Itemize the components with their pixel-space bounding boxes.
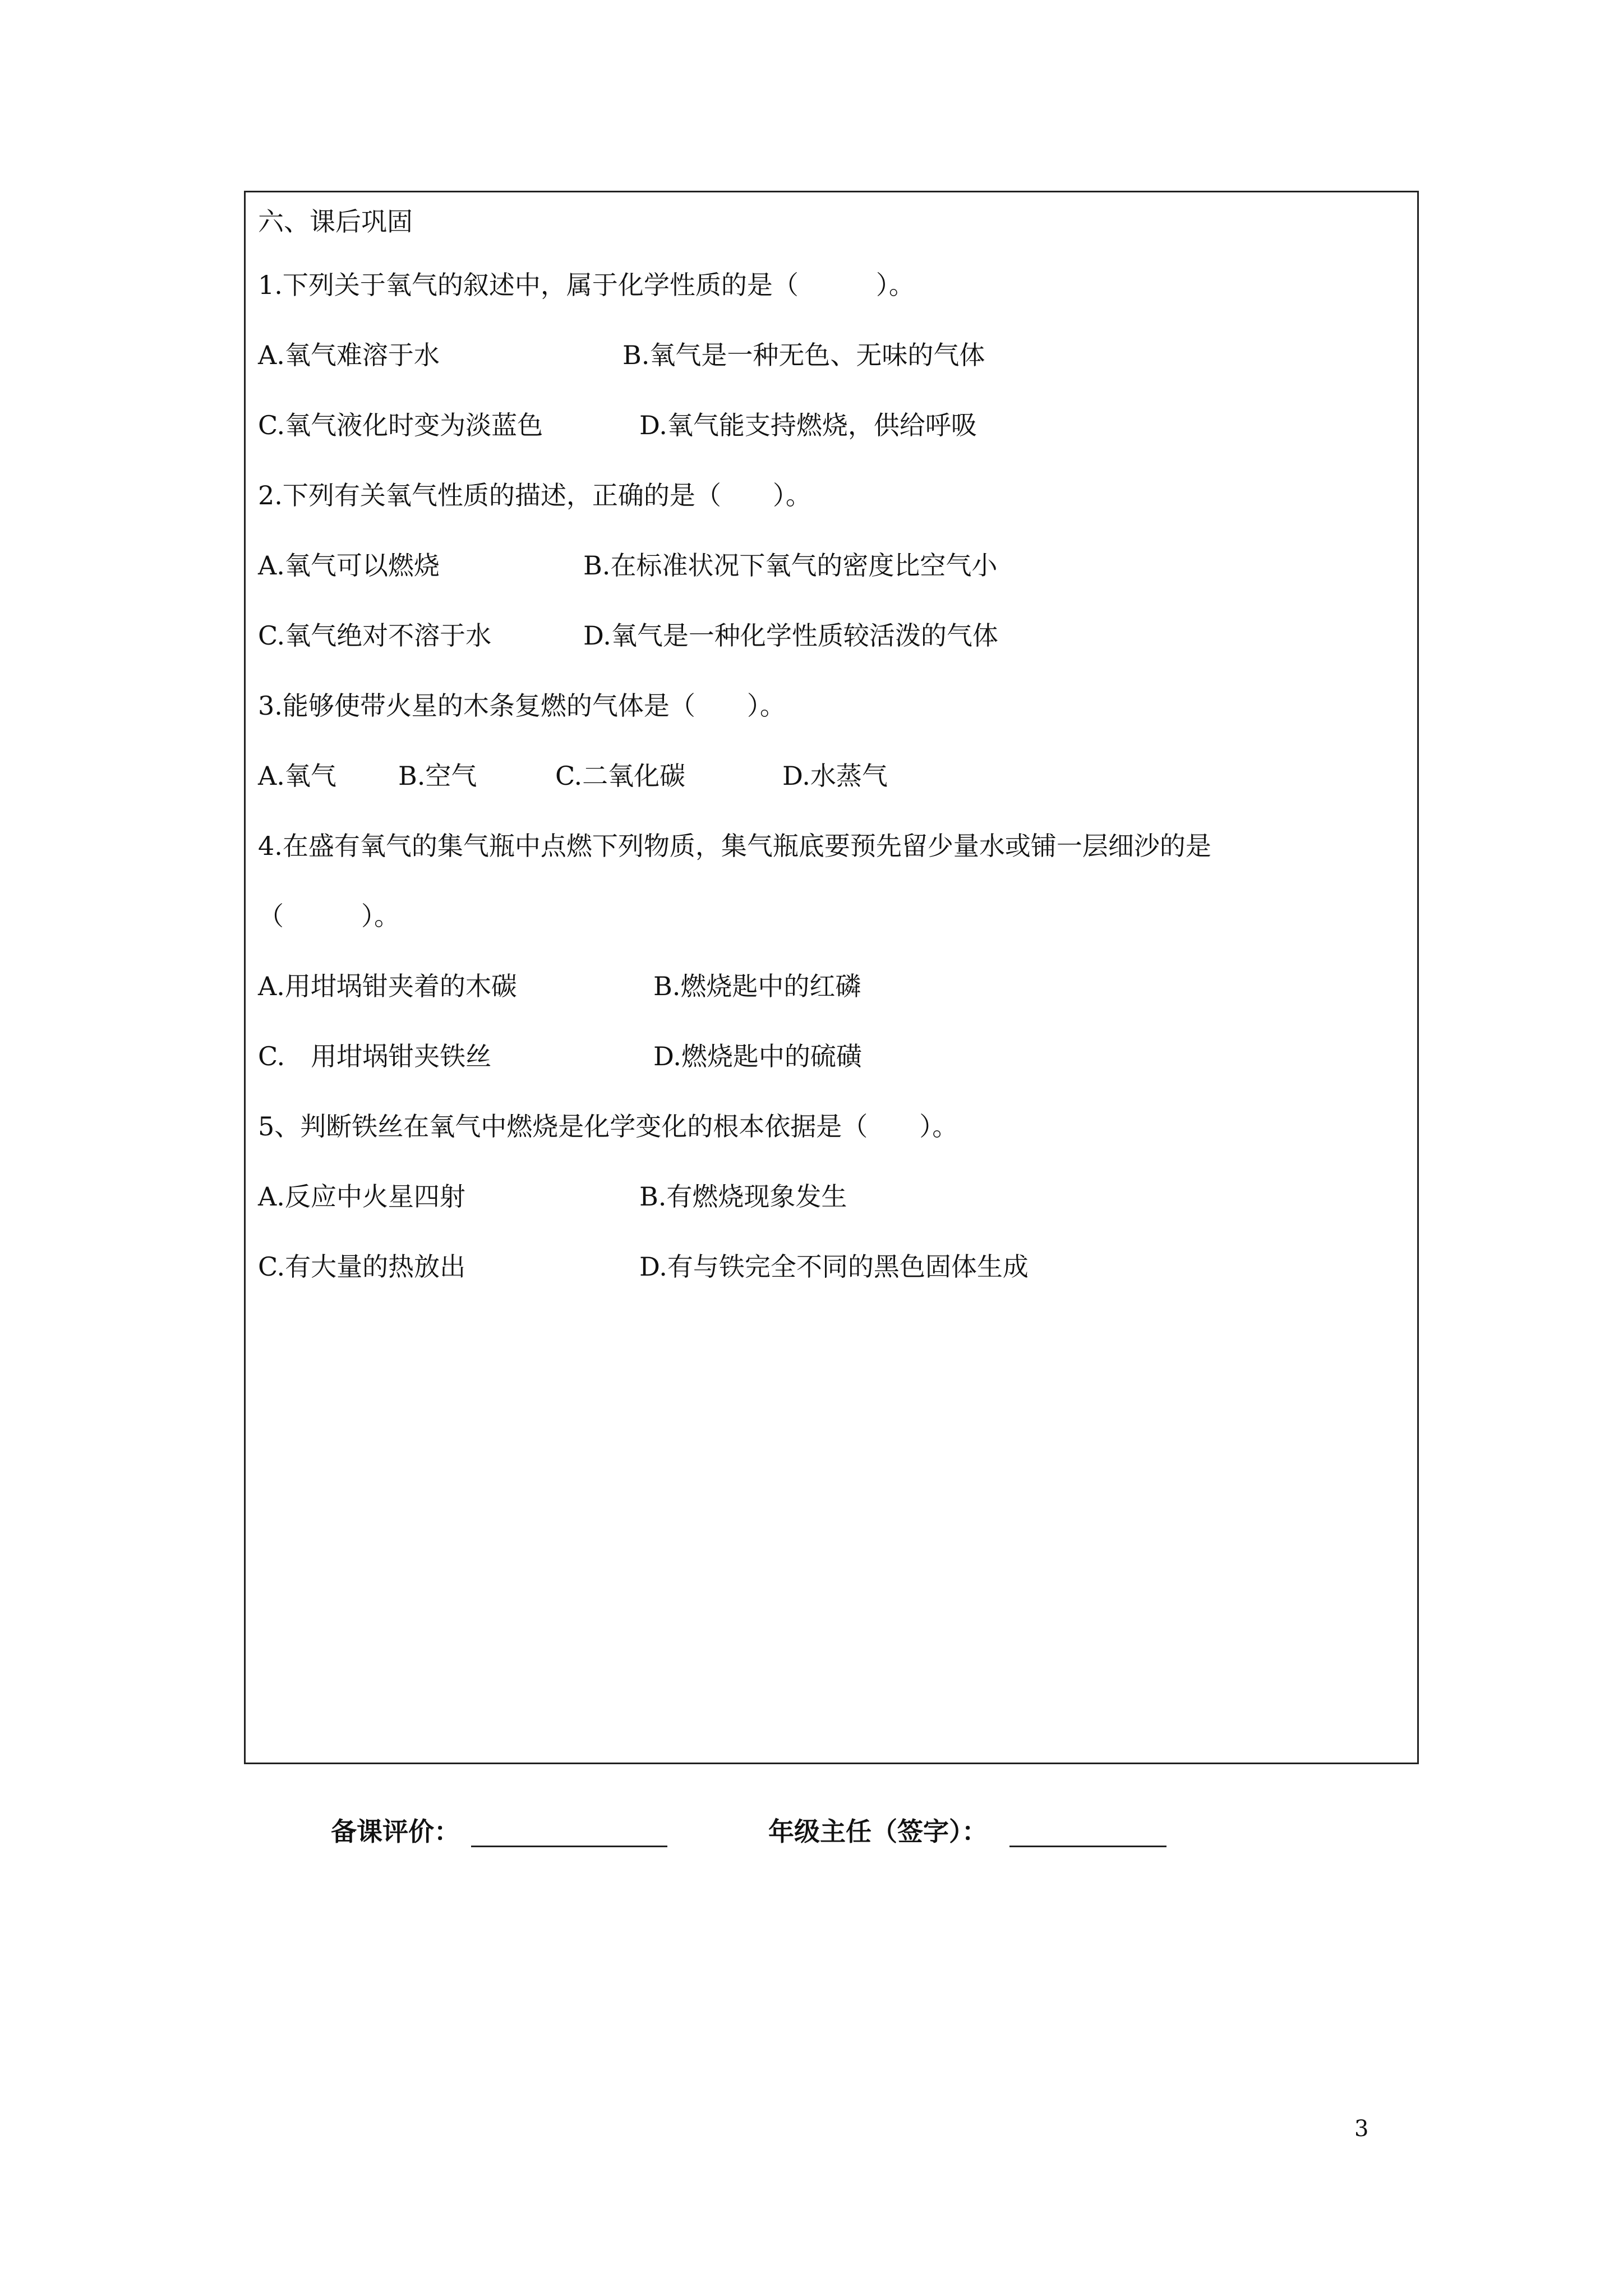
question-2-option-c: C.氧气绝对不溶于水 [258,620,492,651]
question-3-stem: 3.能够使带火星的木条复燃的气体是（ ）。 [258,691,786,721]
question-5-option-c: C.有大量的热放出 [258,1251,466,1282]
question-4-stem-continued: （ ）。 [258,901,400,931]
page-number: 3 [1354,2116,1369,2142]
question-4-option-b: B.燃烧匙中的红磷 [653,971,861,1001]
question-4-stem: 4.在盛有氧气的集气瓶中点燃下列物质，集气瓶底要预先留少量水或铺一层细沙的是 [258,831,1211,861]
director-signature-blank-line[interactable] [1009,1846,1166,1847]
question-5-option-b: B.有燃烧现象发生 [639,1181,847,1212]
question-3-option-c: C.二氧化碳 [555,761,686,791]
review-blank-line[interactable] [471,1846,667,1847]
question-5-option-a: A.反应中火星四射 [258,1181,465,1212]
question-2-option-d: D.氧气是一种化学性质较活泼的气体 [583,620,998,651]
section-title: 六、课后巩固 [258,206,413,237]
question-3-option-d: D.水蒸气 [782,761,888,791]
director-signature-label: 年级主任（签字）： [768,1816,988,1847]
question-4-option-d: D.燃烧匙中的硫磺 [653,1041,862,1071]
review-label: 备课评价： [331,1816,460,1847]
question-2-option-b: B.在标准状况下氧气的密度比空气小 [583,550,998,581]
question-1-stem: 1.下列关于氧气的叙述中，属于化学性质的是（ ）。 [258,270,915,300]
question-2-option-a: A.氧气可以燃烧 [258,550,440,581]
question-2-stem: 2.下列有关氧气性质的描述，正确的是（ ）。 [258,480,811,510]
question-4-option-c: C. 用坩埚钳夹铁丝 [258,1041,492,1071]
question-3-option-b: B.空气 [398,761,477,791]
question-3-option-a: A.氧气 [258,761,336,791]
question-5-option-d: D.有与铁完全不同的黑色固体生成 [639,1251,1029,1282]
question-5-stem: 5、判断铁丝在氧气中燃烧是化学变化的根本依据是（ ）。 [258,1111,958,1142]
question-4-option-a: A.用坩埚钳夹着的木碳 [258,971,517,1001]
question-1-option-a: A.氧气难溶于水 [258,340,440,370]
question-1-option-d: D.氧气能支持燃烧，供给呼吸 [639,410,977,440]
question-1-option-c: C.氧气液化时变为淡蓝色 [258,410,543,440]
question-1-option-b: B.氧气是一种无色、无味的气体 [623,340,985,370]
